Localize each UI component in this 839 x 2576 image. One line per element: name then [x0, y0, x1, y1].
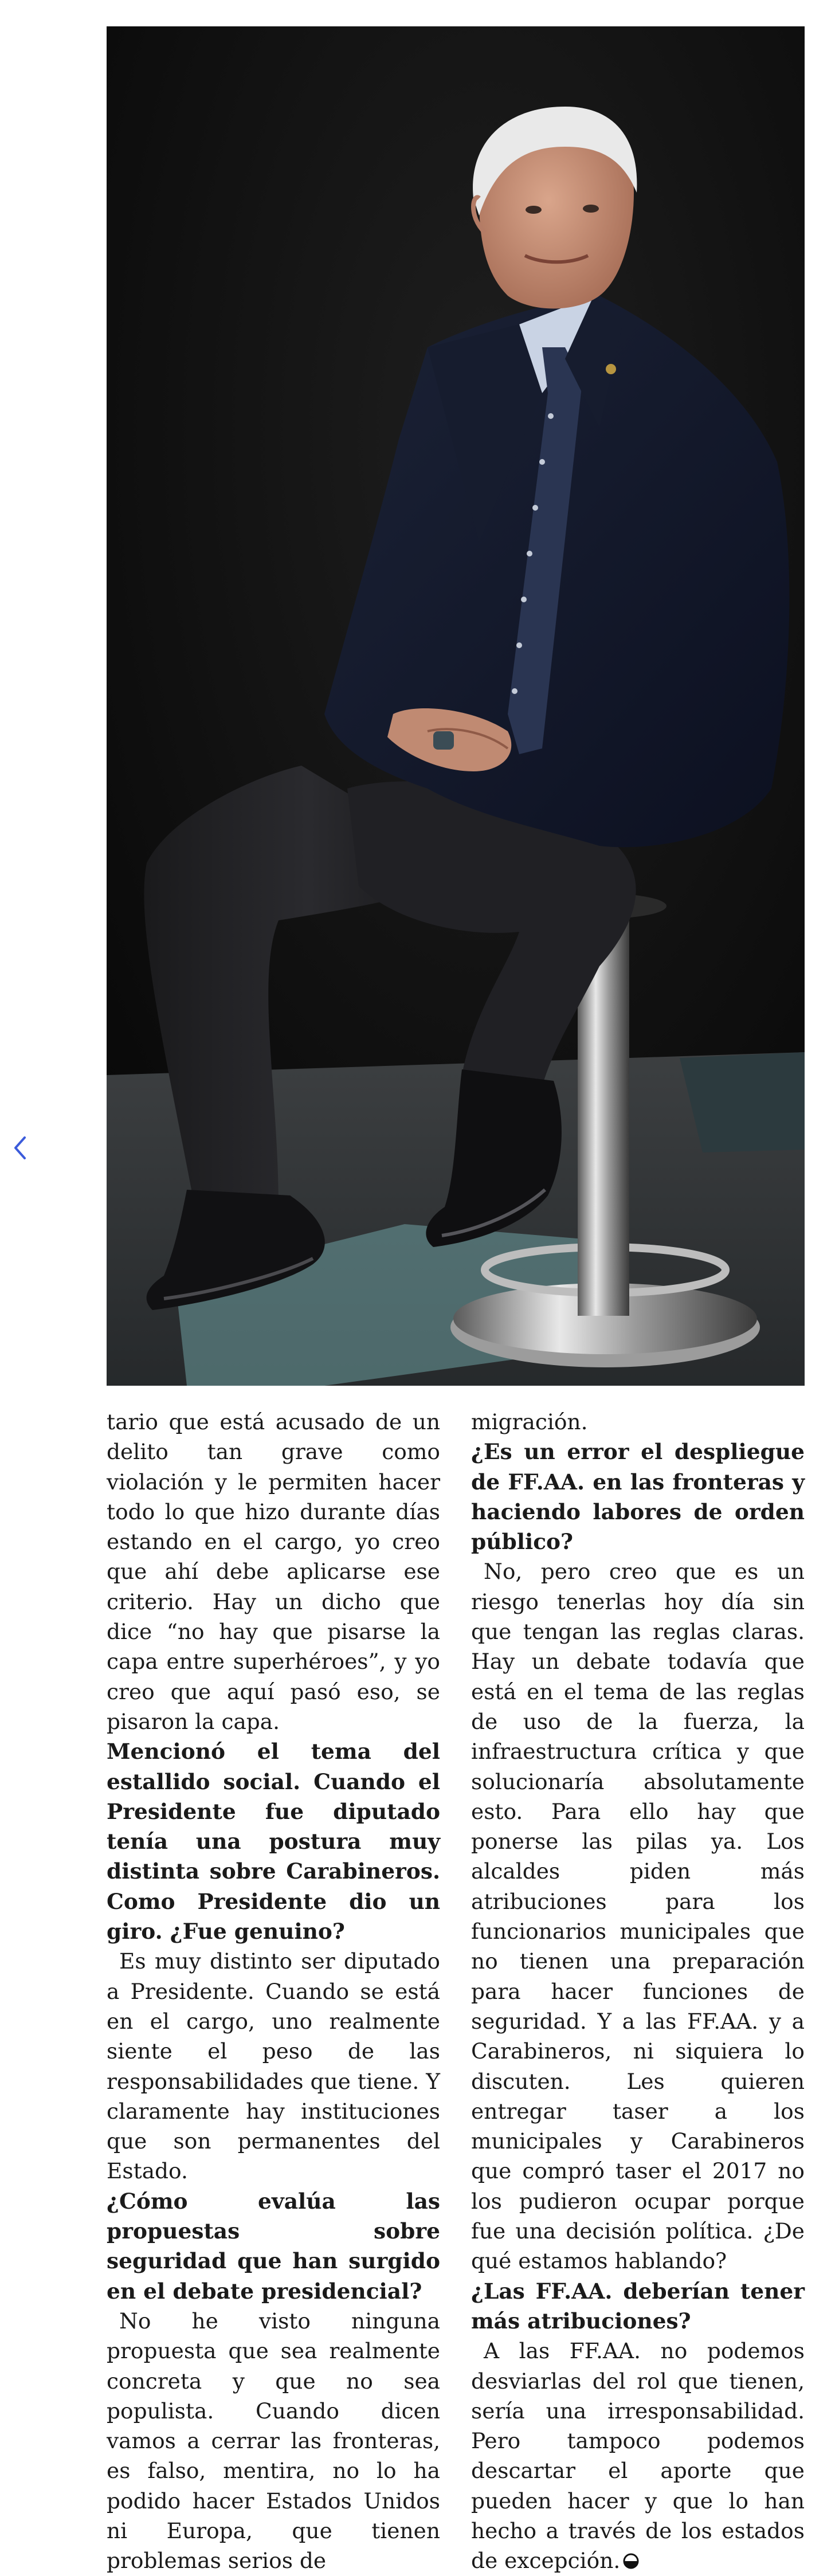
portrait-photo: [107, 26, 805, 1386]
article-body: [107, 1407, 805, 2574]
interview-answer: [471, 2336, 805, 2575]
interview-answer: Es muy distinto ser diputado a Presidente. Cuando se está en el cargo, uno realmente siente el peso de las responsabilidades que tiene. Y claramente hay instituciones que son permanentes del Estado.: [107, 1948, 440, 2184]
interview-question: Mencionó el tema del estallido social. Cuando el Presidente fue diputado tenía una postura muy distinta sobre Carabineros. Como Presidente dio un giro. ¿Fue genuino?: [107, 1739, 440, 1944]
interview-question: ¿Cómo evalúa las propuestas sobre seguridad que han surgido en el debate presidencial?: [107, 2188, 440, 2304]
interview-answer: No he visto ninguna propuesta que sea realmente concreta y que no sea populista. Cuando dicen vamos a cerrar las fronteras, es falso, mentira, no lo ha podido hacer Estados Unidos ni Europa, que tienen problemas serios de: [107, 2308, 440, 2574]
interview-answer: No, pero creo que es un riesgo tenerlas hoy día sin que tengan las reglas claras. Hay un debate todavía que está en el tema de las reglas de uso de la fuerza, la infraestructura crítica y que solucionaría absolutamente esto. Para ello hay que ponerse las pilas ya. Los alcaldes piden más atribuciones para los funcionarios municipales que no tienen una preparación para hacer funciones de seguridad. Y a las FF.AA. y a Carabineros, ni siquiera lo discuten. Les quieren entregar taser a los municipales y Carabineros que compró taser el 2017 no los pudieron ocupar porque fue una decisión política. ¿De qué estamos hablando?: [471, 1559, 805, 2274]
interview-question: ¿Las FF.AA. deberían tener más atribuciones?: [471, 2278, 805, 2334]
article-paragraph: migración.: [471, 1409, 588, 1434]
article-right-column: [471, 1407, 805, 2574]
chevron-left-icon: [12, 1135, 27, 1160]
end-of-article-icon: [622, 2553, 640, 2570]
previous-page-button[interactable]: [8, 1132, 31, 1164]
interview-question: ¿Es un error el despliegue de FF.AA. en las fronteras y haciendo labores de orden público?: [471, 1439, 805, 1555]
article-left-column: [107, 1407, 440, 2574]
final-answer-text: A las FF.AA. no podemos desviarlas del rol que tienen, sería una irresponsabilidad. Pero tampoco podemos descartar el aporte que pueden hacer y que lo han hecho a través de los estados de excepción.: [471, 2338, 805, 2574]
article-paragraph: tario que está acusado de un delito tan grave como violación y le permiten hacer todo lo que hizo durante días estando en el cargo, yo creo que ahí debe aplicarse ese criterio. Hay un dicho que dice “no hay que pisarse la capa entre superhéroes”, y yo creo que aquí pasó eso, se pisaron la capa.: [107, 1409, 440, 1734]
